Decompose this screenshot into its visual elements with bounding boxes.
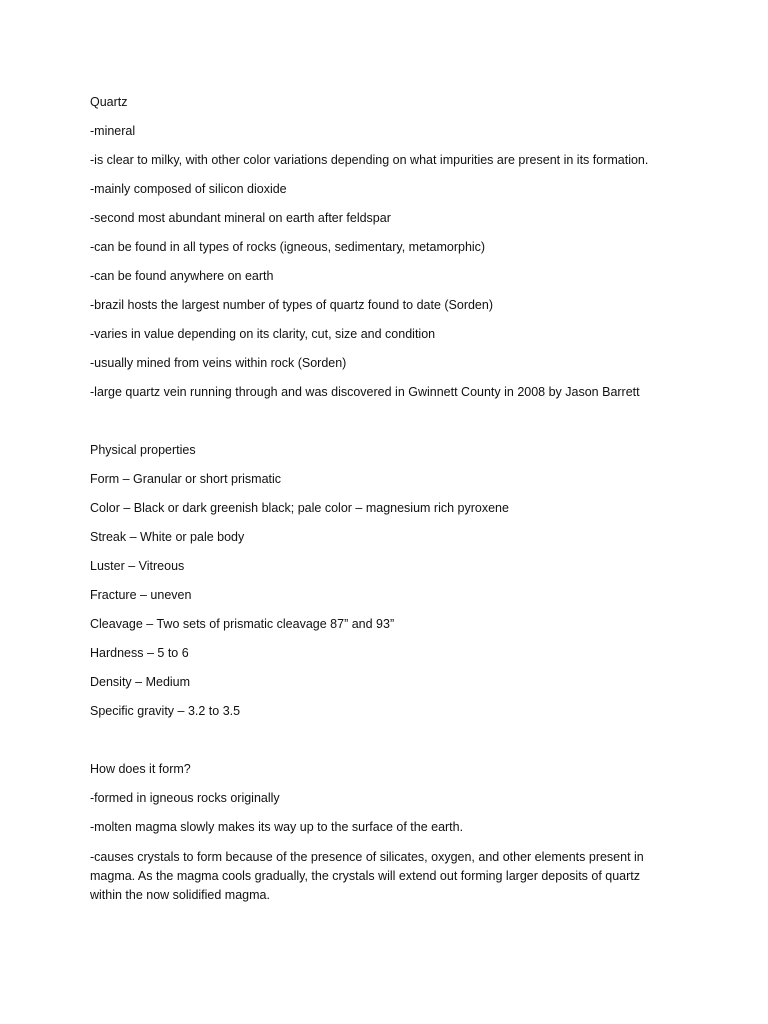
quartz-line: -brazil hosts the largest number of types of quartz found to date (Sorden) <box>90 298 493 312</box>
quartz-line: -can be found anywhere on earth <box>90 269 274 283</box>
quartz-line: -mineral <box>90 124 136 138</box>
quartz-line: -large quartz vein running through and was discovered in Gwinnett County in 2008 by Jason Barrett <box>90 385 640 399</box>
property-line: Fracture – uneven <box>90 588 192 602</box>
quartz-line: -can be found in all types of rocks (igneous, sedimentary, metamorphic) <box>90 240 486 254</box>
property-line: Color – Black or dark greenish black; pale color – magnesium rich pyroxene <box>90 501 509 515</box>
property-line: Hardness – 5 to 6 <box>90 646 189 660</box>
formation-line: -molten magma slowly makes its way up to the surface of the earth. <box>90 820 464 834</box>
property-line: Specific gravity – 3.2 to 3.5 <box>90 704 241 718</box>
property-line: Luster – Vitreous <box>90 559 185 573</box>
quartz-line: -second most abundant mineral on earth after feldspar <box>90 211 391 225</box>
quartz-section <box>90 94 690 413</box>
property-line: Form – Granular or short prismatic <box>90 472 282 486</box>
quartz-line: -varies in value depending on its clarity, cut, size and condition <box>90 327 436 341</box>
quartz-line: -is clear to milky, with other color variations depending on what impurities are present in its formation. <box>90 153 649 167</box>
property-line: Cleavage – Two sets of prismatic cleavage 87” and 93” <box>90 617 395 631</box>
physical-properties-heading: Physical properties <box>90 443 196 457</box>
quartz-heading: Quartz <box>90 95 128 109</box>
formation-paragraph: -causes crystals to form because of the presence of silicates, oxygen, and other elements present in magma. As the magma cools gradually, the crystals will extend out forming larger deposits of quartz within the now solidified magma. <box>90 850 644 902</box>
property-line: Density – Medium <box>90 675 191 689</box>
formation-heading: How does it form? <box>90 762 191 776</box>
physical-properties-section <box>90 442 690 732</box>
formation-line: -formed in igneous rocks originally <box>90 791 280 805</box>
quartz-line: -usually mined from veins within rock (Sorden) <box>90 356 347 370</box>
formation-section <box>90 761 690 905</box>
quartz-line: -mainly composed of silicon dioxide <box>90 182 287 196</box>
property-line: Streak – White or pale body <box>90 530 245 544</box>
